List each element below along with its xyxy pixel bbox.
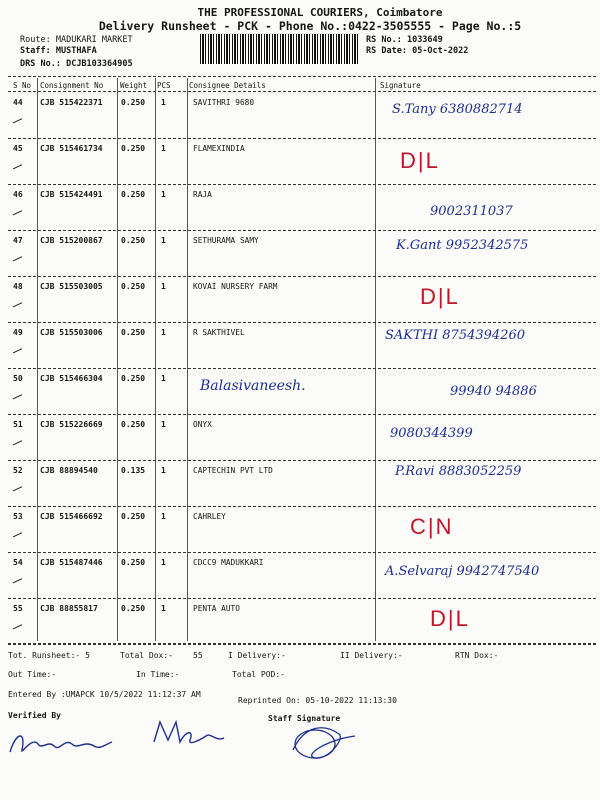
route-line: Route: MADUKARI MARKET bbox=[20, 35, 133, 45]
row-consignee: KOVAI NURSERY FARM bbox=[193, 282, 278, 291]
row-pcs: 1 bbox=[161, 604, 166, 613]
row-weight: 0.250 bbox=[121, 328, 146, 337]
row-consignment-no: CJB 515487446 bbox=[40, 558, 103, 567]
tick-mark bbox=[13, 486, 25, 497]
col-header-pcs: PCS bbox=[157, 81, 171, 90]
verified-by-label: Verified By bbox=[8, 711, 61, 720]
row-weight: 0.250 bbox=[121, 420, 146, 429]
row-rule bbox=[8, 138, 596, 139]
row-consignee: RAJA bbox=[193, 190, 212, 199]
drs-value: DCJB103364905 bbox=[66, 59, 133, 69]
row-consignee: SAVITHRI 9680 bbox=[193, 98, 255, 107]
table-row bbox=[0, 94, 600, 140]
entered-by: Entered By :UMAPCK 10/5/2022 11:12:37 AM bbox=[8, 690, 201, 699]
row-consignee: CAPTECHIN PVT LTD bbox=[193, 466, 273, 475]
col-header-weight: Weight bbox=[120, 81, 148, 90]
table-row bbox=[0, 600, 600, 646]
row-rule bbox=[8, 230, 596, 231]
table-row bbox=[0, 508, 600, 554]
staff-value: MUSTHAFA bbox=[55, 46, 97, 56]
row-sno: 46 bbox=[13, 190, 23, 199]
row-rule bbox=[8, 506, 596, 507]
row-rule bbox=[8, 598, 596, 599]
rs-date-line: RS Date: 05-Oct-2022 bbox=[366, 46, 469, 56]
row-consignee: CAHRLEY bbox=[193, 512, 226, 521]
company-title: THE PROFESSIONAL COURIERS, Coimbatore bbox=[197, 6, 443, 19]
row-weight: 0.250 bbox=[121, 558, 146, 567]
row-rule bbox=[8, 368, 596, 369]
row-pcs: 1 bbox=[161, 236, 166, 245]
row-pcs: 1 bbox=[161, 374, 166, 383]
tick-mark bbox=[13, 302, 25, 313]
barcode bbox=[200, 34, 360, 64]
row-consignment-no: CJB 515422371 bbox=[40, 98, 103, 107]
table-row bbox=[0, 232, 600, 278]
footer-top-rule bbox=[8, 643, 596, 644]
row-pcs: 1 bbox=[161, 558, 166, 567]
row-weight: 0.250 bbox=[121, 604, 146, 613]
table-row bbox=[0, 140, 600, 186]
row-consignee: PENTA AUTO bbox=[193, 604, 240, 613]
row-sno: 45 bbox=[13, 144, 23, 153]
row-pcs: 1 bbox=[161, 144, 166, 153]
delivery-status-mark: D|L bbox=[430, 606, 470, 631]
reprinted-on: Reprinted On: 05-10-2022 11:13:30 bbox=[238, 696, 397, 705]
tick-mark bbox=[13, 348, 25, 359]
row-rule bbox=[8, 184, 596, 185]
total-pod: Total POD:- bbox=[232, 670, 285, 679]
row-rule bbox=[8, 276, 596, 277]
row-consignee: SETHURAMA SAMY bbox=[193, 236, 259, 245]
row-pcs: 1 bbox=[161, 190, 166, 199]
i-delivery: I Delivery:- bbox=[228, 651, 286, 660]
receiver-signature: S.Tany 6380882714 bbox=[392, 102, 523, 117]
row-rule bbox=[8, 414, 596, 415]
row-consignee: FLAMEXINDIA bbox=[193, 144, 245, 153]
row-rule bbox=[8, 322, 596, 323]
row-weight: 0.250 bbox=[121, 374, 146, 383]
row-sno: 53 bbox=[13, 512, 23, 521]
tick-mark bbox=[13, 256, 25, 267]
col-header-signature: Signature bbox=[380, 81, 421, 90]
row-consignment-no: CJB 515461734 bbox=[40, 144, 103, 153]
staff-signature-scribble bbox=[285, 720, 365, 766]
row-weight: 0.250 bbox=[121, 512, 146, 521]
receiver-signature: A.Selvaraj 9942747540 bbox=[385, 564, 540, 579]
receiver-signature: 99940 94886 bbox=[450, 384, 537, 399]
row-consignment-no: CJB 515466304 bbox=[40, 374, 103, 383]
rs-no-line: RS No.: 1033649 bbox=[366, 35, 443, 45]
row-rule bbox=[8, 644, 596, 645]
receiver-signature: SAKTHI 8754394260 bbox=[385, 328, 525, 343]
row-consignment-no: CJB 88855817 bbox=[40, 604, 98, 613]
row-consignment-no: CJB 515466692 bbox=[40, 512, 103, 521]
row-sno: 47 bbox=[13, 236, 23, 245]
rs-no-value: 1033649 bbox=[406, 35, 443, 45]
row-pcs: 1 bbox=[161, 282, 166, 291]
total-dox-value: 55 bbox=[193, 651, 203, 660]
row-sno: 52 bbox=[13, 466, 23, 475]
rtn-dox: RTN Dox:- bbox=[455, 651, 499, 660]
tick-mark bbox=[13, 118, 25, 129]
rs-date-value: 05-Oct-2022 bbox=[412, 46, 469, 56]
verified-initials-scribble bbox=[150, 716, 230, 752]
row-consignee: R SAKTHIVEL bbox=[193, 328, 245, 337]
row-rule bbox=[8, 552, 596, 553]
table-header-rule bbox=[8, 91, 596, 92]
row-rule bbox=[8, 460, 596, 461]
row-pcs: 1 bbox=[161, 328, 166, 337]
row-sno: 48 bbox=[13, 282, 23, 291]
row-consignment-no: CJB 515200867 bbox=[40, 236, 103, 245]
table-row bbox=[0, 554, 600, 600]
row-weight: 0.135 bbox=[121, 466, 146, 475]
row-sno: 50 bbox=[13, 374, 23, 383]
row-sno: 55 bbox=[13, 604, 23, 613]
col-header-consignment: Consignment No bbox=[40, 81, 104, 90]
runsheet-title: Delivery Runsheet - PCK - Phone No.:0422-3505555 - Page No.:5 bbox=[98, 19, 522, 33]
delivery-status-mark: D|L bbox=[420, 284, 460, 309]
table-row bbox=[0, 278, 600, 324]
table-row bbox=[0, 186, 600, 232]
row-sno: 51 bbox=[13, 420, 23, 429]
receiver-signature: K.Gant 9952342575 bbox=[396, 238, 529, 253]
col-header-sno: S No bbox=[13, 81, 32, 90]
ii-delivery: II Delivery:- bbox=[340, 651, 403, 660]
total-dox-label: Total Dox:- bbox=[120, 651, 173, 660]
row-pcs: 1 bbox=[161, 466, 166, 475]
tick-mark bbox=[13, 210, 25, 221]
tick-mark bbox=[13, 164, 25, 175]
drs-line: DRS No.: DCJB103364905 bbox=[20, 59, 133, 69]
tick-mark bbox=[13, 440, 25, 451]
row-consignment-no: CJB 515503005 bbox=[40, 282, 103, 291]
row-weight: 0.250 bbox=[121, 190, 146, 199]
tick-mark bbox=[13, 578, 25, 589]
row-sno: 49 bbox=[13, 328, 23, 337]
table-row bbox=[0, 462, 600, 508]
delivery-status-mark: C|N bbox=[410, 514, 454, 539]
row-weight: 0.250 bbox=[121, 144, 146, 153]
verified-signature-scribble bbox=[6, 722, 116, 762]
row-weight: 0.250 bbox=[121, 98, 146, 107]
row-sno: 54 bbox=[13, 558, 23, 567]
row-pcs: 1 bbox=[161, 512, 166, 521]
row-consignment-no: CJB 515424491 bbox=[40, 190, 103, 199]
row-sno: 44 bbox=[13, 98, 23, 107]
handwritten-consignee: Balasivaneesh. bbox=[200, 378, 306, 394]
row-consignment-no: CJB 88894540 bbox=[40, 466, 98, 475]
table-row bbox=[0, 416, 600, 462]
row-consignee: CDCC9 MADUKKARI bbox=[193, 558, 264, 567]
row-weight: 0.250 bbox=[121, 282, 146, 291]
table-top-rule bbox=[8, 76, 596, 77]
in-time: In Time:- bbox=[136, 670, 180, 679]
row-pcs: 1 bbox=[161, 98, 166, 107]
delivery-status-mark: D|L bbox=[400, 148, 440, 173]
tick-mark bbox=[13, 394, 25, 405]
staff-line: Staff: MUSTHAFA bbox=[20, 46, 97, 56]
row-weight: 0.250 bbox=[121, 236, 146, 245]
route-value: MADUKARI MARKET bbox=[55, 35, 133, 45]
receiver-signature: 9002311037 bbox=[430, 204, 513, 219]
receiver-signature: 9080344399 bbox=[390, 426, 473, 441]
tick-mark bbox=[13, 624, 25, 635]
row-consignment-no: CJB 515503006 bbox=[40, 328, 103, 337]
out-time: Out Time:- bbox=[8, 670, 57, 679]
table-row bbox=[0, 324, 600, 370]
tick-mark bbox=[13, 532, 25, 543]
row-consignment-no: CJB 515226669 bbox=[40, 420, 103, 429]
row-pcs: 1 bbox=[161, 420, 166, 429]
row-consignee: ONYX bbox=[193, 420, 212, 429]
receiver-signature: P.Ravi 8883052259 bbox=[395, 464, 522, 479]
col-header-consignee: Consignee Details bbox=[189, 81, 266, 90]
staff-signature-label: Staff Signature bbox=[268, 714, 341, 723]
tot-runsheet: Tot. Runsheet:- 5 bbox=[8, 651, 90, 660]
